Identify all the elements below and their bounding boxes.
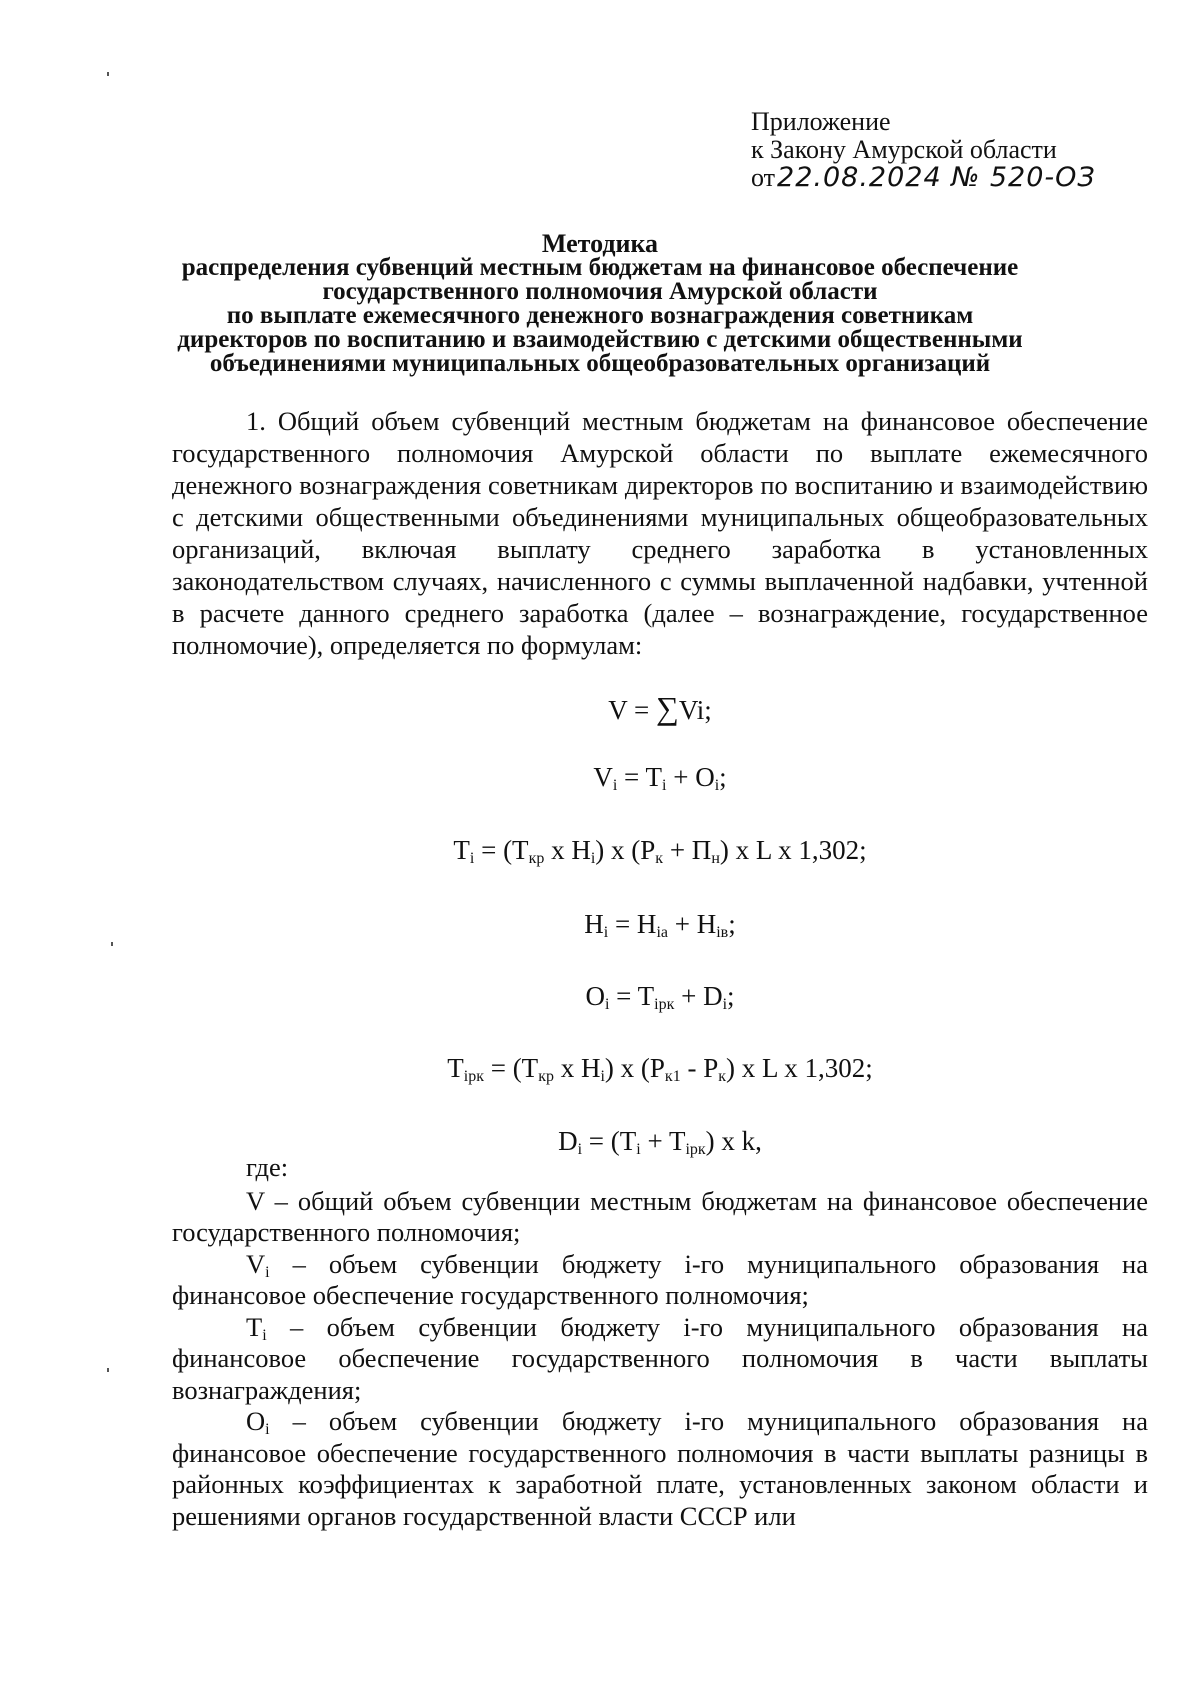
formula-subscript: i — [714, 777, 720, 794]
definition-subscript: i — [265, 1421, 270, 1438]
title-line: директоров по воспитанию и взаимодействию с детскими общественными — [177, 326, 1023, 353]
formula-part: + H — [667, 909, 717, 939]
formula-subscript: i — [662, 777, 667, 794]
formula-part: = T — [609, 981, 655, 1011]
formula-part: = (T — [483, 1053, 539, 1083]
formula-vi — [172, 762, 1148, 793]
formula-part: = (T — [474, 835, 529, 865]
definition-text: – общий объем субвенции местным бюджетам на финансовое обеспечение государственного полномочия; — [172, 1185, 1148, 1247]
scan-artifact — [111, 942, 113, 946]
formula-v-total — [172, 690, 1148, 727]
document-title — [150, 229, 1050, 377]
formula-part: = (T — [582, 1126, 637, 1156]
formula-part: + T — [640, 1126, 686, 1156]
formula-part: ) x k, — [705, 1126, 762, 1156]
formula-part: ; — [728, 909, 736, 939]
formula-ti — [172, 835, 1148, 866]
formula-subscript: кр — [528, 850, 545, 867]
formula-part: ) x (P — [595, 835, 656, 865]
definition-text: – объем субвенции бюджету i-го муниципального образования на финансовое обеспечение государственного полномочия в части выплаты вознаграждения; — [172, 1311, 1148, 1405]
formula-oi — [172, 981, 1148, 1012]
definition-item — [172, 1249, 1148, 1312]
title-main: Методика — [541, 229, 659, 258]
formula-part: = H — [608, 909, 657, 939]
definition-symbol: V — [246, 1248, 266, 1279]
definitions-block — [172, 1152, 1148, 1532]
definition-item — [172, 1312, 1148, 1407]
formula-part: + D — [674, 981, 723, 1011]
paragraph-1 — [172, 405, 1148, 661]
appendix-date-prefix: от — [751, 163, 776, 192]
definition-symbol: O — [246, 1406, 266, 1436]
formula-subscript: i — [590, 850, 596, 867]
appendix-law: к Закону Амурской области — [751, 135, 1057, 164]
formula-part: H — [584, 909, 604, 939]
definition-symbol: V — [246, 1185, 265, 1216]
appendix-label: Приложение — [751, 107, 891, 136]
formula-subscript: iрк — [463, 1068, 484, 1085]
scan-artifact — [107, 72, 109, 76]
formula-part: ) x L x 1,302; — [719, 835, 867, 865]
definition-subscript: i — [262, 1326, 267, 1344]
formula-part: V = — [608, 695, 657, 725]
appendix-date-line — [751, 164, 1096, 192]
formula-part: O — [585, 981, 605, 1011]
formula-part: T — [447, 1053, 464, 1083]
formula-part: Vi; — [678, 695, 712, 725]
formula-part: + O — [666, 762, 715, 792]
formula-part: V — [593, 762, 613, 792]
definition-item — [172, 1406, 1148, 1532]
formula-part: ) x L x 1,302; — [726, 1053, 873, 1083]
formula-tirk — [172, 1053, 1148, 1084]
formula-subscript: i — [604, 996, 610, 1013]
formula-subscript: iв — [716, 924, 729, 941]
formula-subscript: к1 — [664, 1068, 681, 1085]
appendix-header — [751, 108, 1096, 192]
definition-text: – объем субвенции бюджету i-го муниципального образования на финансовое обеспечение государственного полномочия в части выплаты разницы в районных коэффициентах к заработной плате, установленных законом области и решениями органов государственной власти СССР или — [172, 1406, 1148, 1531]
formula-subscript: н — [711, 850, 720, 867]
title-line: распределения субвенций местным бюджетам на финансовое обеспечение — [181, 254, 1019, 281]
title-line: государственного полномочия Амурской области — [322, 278, 878, 305]
formula-subscript: i — [636, 1141, 641, 1158]
formula-subscript: iрк — [654, 996, 675, 1013]
formula-part: ) x (P — [604, 1053, 665, 1083]
formula-subscript: i — [722, 996, 728, 1013]
formula-subscript: i — [612, 777, 618, 794]
formula-subscript: i — [577, 1141, 583, 1158]
formula-subscript: i — [469, 850, 475, 867]
formula-part: D — [558, 1126, 578, 1156]
formula-part: ; — [727, 981, 735, 1011]
formula-part: x H — [553, 1053, 601, 1083]
where-label: где: — [246, 1152, 289, 1182]
formula-part: - P — [680, 1053, 719, 1083]
formula-subscript: ia — [656, 924, 668, 941]
formula-part: ; — [719, 762, 727, 792]
title-line: объединениями муниципальных общеобразовательных организаций — [209, 350, 991, 377]
definition-item — [172, 1186, 1148, 1249]
scan-artifact — [107, 1368, 109, 1372]
formula-subscript: i — [600, 1068, 605, 1085]
definition-text: – объем субвенции бюджету i-го муниципального образования на финансовое обеспечение государственного полномочия; — [172, 1248, 1148, 1310]
definition-symbol: T — [246, 1311, 263, 1342]
formula-part: + П — [663, 835, 712, 865]
paragraph-text: 1. Общий объем субвенций местным бюджетам на финансовое обеспечение государственного полномочия Амурской области по выплате ежемесячного денежного вознаграждения советникам директоров по воспитанию и взаимодействию с детскими общественными объединениями муниципальных общеобразовательных организаций, включая выплату среднего заработка в установленных законодательством случаях, начисленного с суммы выплаченной надбавки, учтенной в расчете данного среднего заработка (далее – вознаграждение, государственное полномочие), определяется по формулам: — [172, 406, 1148, 660]
formula-part: = T — [617, 762, 663, 792]
formula-subscript: к — [718, 1068, 726, 1085]
formula-subscript: кр — [538, 1068, 554, 1085]
formula-hi — [172, 909, 1148, 940]
sum-symbol: ∑ — [656, 690, 679, 726]
formula-subscript: к — [655, 850, 664, 867]
formula-subscript: i — [603, 924, 609, 941]
formula-part: x H — [544, 835, 591, 865]
handwritten-date-number: 22.08.2024 № 520-ОЗ — [777, 162, 1096, 193]
definition-subscript: i — [265, 1263, 270, 1281]
title-line: по выплате ежемесячного денежного вознаграждения советникам — [226, 302, 974, 329]
formula-part: T — [453, 835, 470, 865]
formula-subscript: iрк — [685, 1141, 706, 1158]
